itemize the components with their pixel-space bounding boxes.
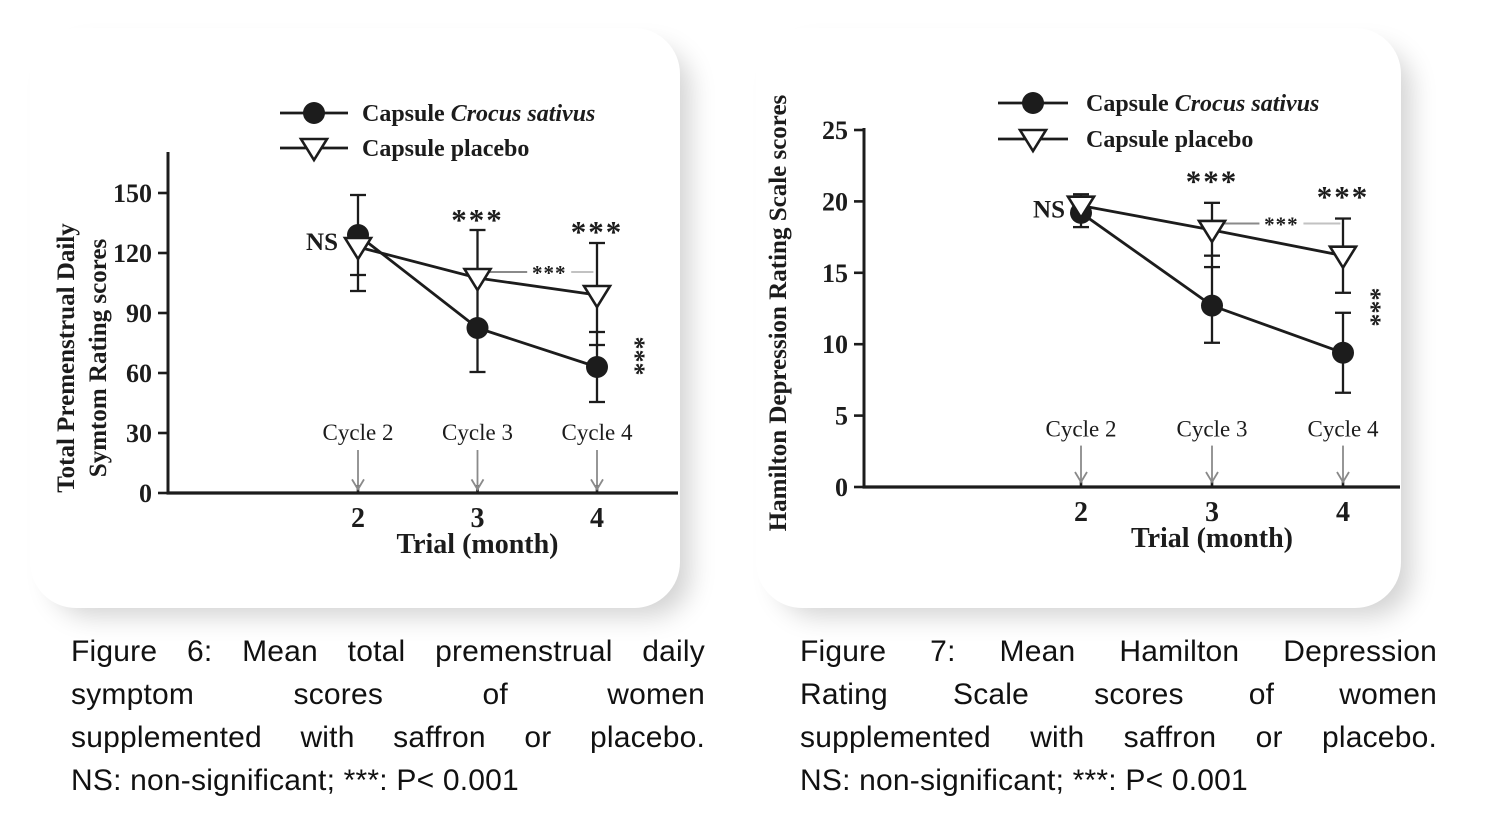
caption-line: Rating Scale scores of women xyxy=(800,678,1437,711)
svg-text:5: 5 xyxy=(835,401,848,431)
svg-text:Cycle 2: Cycle 2 xyxy=(322,420,394,445)
svg-text:***: *** xyxy=(1316,179,1370,215)
svg-text:***: *** xyxy=(1185,163,1239,199)
cycle-markers xyxy=(1046,416,1379,482)
filled-circle-marker-icon xyxy=(586,356,608,378)
svg-text:Symtom Rating scores: Symtom Rating scores xyxy=(85,238,112,478)
legend xyxy=(280,101,595,162)
svg-text:90: 90 xyxy=(126,299,152,328)
open-triangle-marker-icon xyxy=(1330,247,1356,268)
y-axis-label xyxy=(765,94,792,531)
svg-text:NS: NS xyxy=(306,229,338,256)
svg-text:15: 15 xyxy=(822,258,848,288)
figure-card-hamilton xyxy=(756,28,1401,608)
legend-label: Capsule placebo xyxy=(1086,127,1254,153)
caption-line: symptom scores of women xyxy=(71,678,705,711)
chart-hamilton-depression-scores xyxy=(756,28,1401,608)
svg-text:Cycle 3: Cycle 3 xyxy=(1176,416,1248,442)
open-triangle-marker-icon xyxy=(1020,130,1046,151)
caption-line: supplemented with saffron or placebo. xyxy=(800,721,1437,754)
y-axis-ticks xyxy=(822,116,864,502)
svg-text:20: 20 xyxy=(822,187,848,217)
svg-text:***: *** xyxy=(570,214,624,249)
svg-text:***: *** xyxy=(451,202,504,237)
svg-text:Trial (month): Trial (month) xyxy=(396,529,559,560)
svg-text:25: 25 xyxy=(822,116,848,145)
y-axis-ticks xyxy=(113,179,168,508)
x-axis-label xyxy=(1131,523,1293,554)
figure-card-premenstrual xyxy=(30,28,680,608)
cycle-markers xyxy=(323,420,633,489)
caption-figure-7 xyxy=(800,630,1437,802)
legend-label: Capsule Crocus sativus xyxy=(1086,91,1320,117)
comparison-line xyxy=(1222,213,1340,237)
annotation-ns xyxy=(306,229,338,256)
filled-circle-marker-icon xyxy=(467,317,489,339)
caption-figure-6 xyxy=(71,630,705,802)
filled-circle-marker-icon xyxy=(1022,92,1044,114)
caption-line: supplemented with saffron or placebo. xyxy=(71,721,705,754)
filled-circle-marker-icon xyxy=(1332,342,1354,364)
svg-text:Cycle 4: Cycle 4 xyxy=(561,420,633,445)
svg-text:***: *** xyxy=(1264,212,1299,237)
open-triangle-marker-icon xyxy=(584,286,610,307)
svg-text:***: *** xyxy=(621,336,650,376)
svg-text:2: 2 xyxy=(1074,497,1088,528)
svg-text:30: 30 xyxy=(126,419,152,448)
svg-text:Hamilton Depression Rating Sca: Hamilton Depression Rating Scale scores xyxy=(765,94,792,532)
annotation-ns xyxy=(1033,197,1065,224)
svg-text:***: *** xyxy=(531,261,567,285)
svg-text:Cycle 2: Cycle 2 xyxy=(1045,416,1117,442)
caption-line: NS: non-significant; ***: P< 0.001 xyxy=(800,764,1248,797)
chart-premenstrual-daily-symptom-scores xyxy=(30,28,680,608)
svg-text:0: 0 xyxy=(139,479,152,508)
open-triangle-marker-icon xyxy=(301,139,327,160)
svg-text:120: 120 xyxy=(113,239,152,268)
svg-text:0: 0 xyxy=(835,473,848,502)
svg-text:Trial (month): Trial (month) xyxy=(1130,523,1294,554)
svg-text:3: 3 xyxy=(1205,497,1219,528)
caption-line: NS: non-significant; ***: P< 0.001 xyxy=(71,764,519,797)
svg-text:NS: NS xyxy=(1033,196,1065,224)
legend-label: Capsule placebo xyxy=(362,136,530,162)
svg-text:***: *** xyxy=(1357,287,1386,327)
svg-text:150: 150 xyxy=(113,179,152,208)
svg-text:Cycle 4: Cycle 4 xyxy=(1307,416,1379,442)
x-axis-label xyxy=(396,529,558,560)
filled-circle-marker-icon xyxy=(1201,295,1223,317)
filled-circle-marker-icon xyxy=(303,102,325,124)
svg-text:4: 4 xyxy=(590,503,604,534)
y-axis-label xyxy=(53,223,112,493)
svg-text:Cycle 3: Cycle 3 xyxy=(442,420,513,445)
legend xyxy=(998,91,1319,153)
caption-line: Figure 7: Mean Hamilton Depression xyxy=(800,635,1437,668)
caption-line: Figure 6: Mean total premenstrual daily xyxy=(71,635,705,668)
svg-text:60: 60 xyxy=(126,359,152,388)
svg-text:10: 10 xyxy=(822,330,848,360)
svg-text:4: 4 xyxy=(1336,497,1350,528)
svg-text:2: 2 xyxy=(351,503,365,534)
legend-label: Capsule Crocus sativus xyxy=(362,101,596,127)
svg-text:Total Premenstrual Daily: Total Premenstrual Daily xyxy=(53,223,80,493)
svg-text:3: 3 xyxy=(470,503,485,534)
